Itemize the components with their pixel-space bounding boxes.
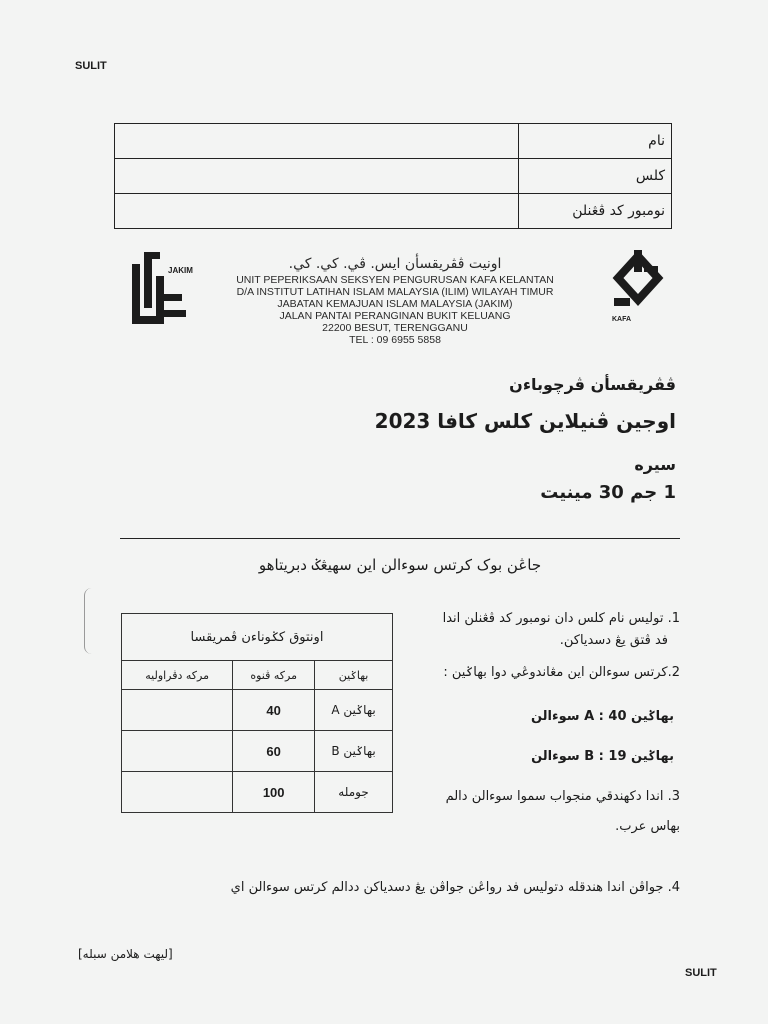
do-not-open-notice: جاڠن بوک کرتس سوءالن اين سهيڠݢ دبريتاهو <box>258 556 542 574</box>
part-a-label: بهاݢين A <box>315 690 393 731</box>
kafa-logo-label: KAFA <box>612 316 632 323</box>
part-b-full-marks: 60 <box>233 731 315 772</box>
exam-subject: سيره <box>634 455 676 474</box>
score-table-title: اونتوق كݢوناءن ڤمريقسا <box>122 614 393 661</box>
student-info-table <box>114 123 672 229</box>
part-b-count: بهاݢين B : 19 سوءالن <box>531 749 674 764</box>
jakim-logo <box>128 250 200 328</box>
issuer-line-2: D/A INSTITUT LATIHAN ISLAM MALAYSIA (ILIM) WILAYAH TIMUR <box>236 286 554 298</box>
exam-title-block <box>276 372 676 508</box>
part-a-obtained[interactable] <box>122 690 233 731</box>
divider <box>120 538 680 539</box>
issuer-header <box>200 258 590 346</box>
header-marks-obtained: مركه دڤراوليه <box>122 661 233 690</box>
issuer-line-6: TEL : 09 6955 5858 <box>349 334 441 346</box>
table-row <box>122 731 393 772</box>
instruction-2: 2.كرتس سوءالن اين مڠاندوڠي دوا بهاݢين : <box>443 665 680 680</box>
total-obtained[interactable] <box>122 772 233 813</box>
turn-page-note: [ليهت هلامن سبله] <box>78 947 173 961</box>
instructions-list <box>408 606 680 838</box>
total-full-marks: 100 <box>233 772 315 813</box>
classification-bottom: SULIT <box>685 967 717 979</box>
exam-duration: 1 جم 30 مينيت <box>540 482 676 503</box>
part-b-label: بهاݢين B <box>315 731 393 772</box>
header-part: بهاݢين <box>315 661 393 690</box>
instruction-1: 1. توليس نام كلس دان نومبور كد ڤڠنلن اندا <box>442 611 680 626</box>
total-label: جومله <box>315 772 393 813</box>
info-row-class <box>115 159 672 194</box>
part-a-count: بهاݢين A : 40 سوءالن <box>530 709 674 724</box>
instruction-3-cont: بهاس عرب. <box>615 819 680 834</box>
class-label: كلس <box>518 159 671 194</box>
table-row <box>122 690 393 731</box>
instruction-4: 4. جواڤن اندا هندقله دتوليس فد رواڠن جواڤن يڠ دسدياكن ددالم كرتس سوءالن اي <box>230 880 680 895</box>
id-number-field[interactable] <box>115 194 519 229</box>
instruction-1-cont: فد ڤتق يڠ دسدياكن. <box>559 633 668 648</box>
kafa-logo <box>608 248 668 328</box>
examiner-score-table <box>121 613 393 813</box>
info-row-name <box>115 124 672 159</box>
issuer-line-5: 22200 BESUT, TERENGGANU <box>322 322 468 334</box>
issuer-line-1: UNIT PEPERIKSAAN SEKSYEN PENGURUSAN KAFA KELANTAN <box>236 274 554 286</box>
name-field[interactable] <box>115 124 519 159</box>
part-b-obtained[interactable] <box>122 731 233 772</box>
name-label: نام <box>518 124 671 159</box>
jakim-logo-label: JAKIM <box>168 266 193 275</box>
issuer-line-3: JABATAN KEMAJUAN ISLAM MALAYSIA (JAKIM) <box>277 298 513 310</box>
header-full-marks: مركه ڤنوه <box>233 661 315 690</box>
instruction-3: 3. اندا دكهندقي منجواب سموا سوءالن دالم <box>445 789 680 804</box>
exam-type: ڤڤريقسأن ڤرچوباءن <box>509 375 676 394</box>
table-row <box>122 772 393 813</box>
exam-name: اوجين ڤنيلاين كلس كافا 2023 <box>374 409 676 433</box>
classification-top: SULIT <box>75 60 107 72</box>
issuer-arabic-title: اونيت ڤڤريقسأن ايس. ڤي. كي. كي. <box>288 256 502 272</box>
class-field[interactable] <box>115 159 519 194</box>
id-number-label: نومبور كد ڤڠنلن <box>518 194 671 229</box>
part-a-full-marks: 40 <box>233 690 315 731</box>
margin-mark <box>84 588 99 654</box>
issuer-line-4: JALAN PANTAI PERANGINAN BUKIT KELUANG <box>279 310 511 322</box>
info-row-id <box>115 194 672 229</box>
